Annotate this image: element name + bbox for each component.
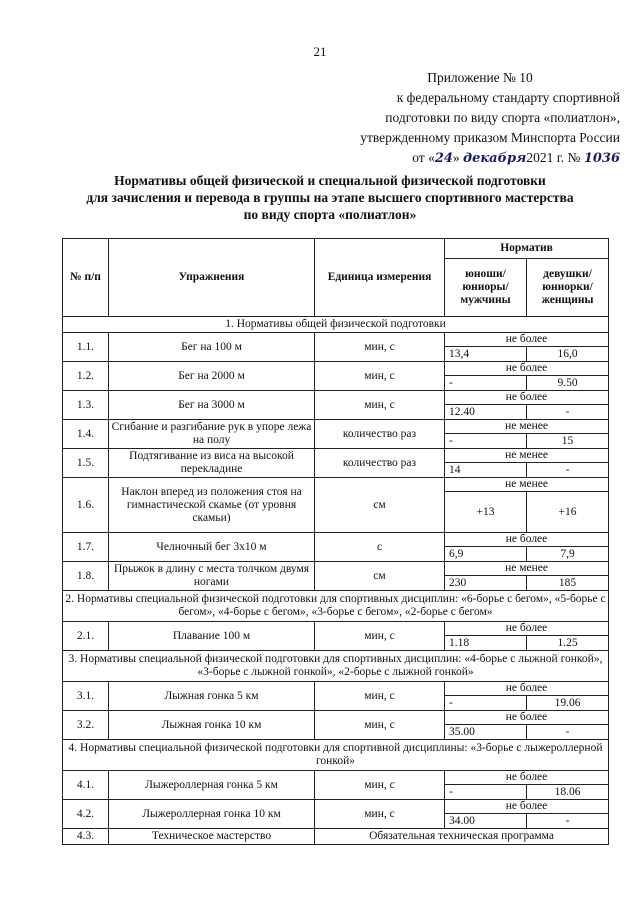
row-value-female: 16,0 (527, 347, 609, 362)
order-number: 1036 (583, 151, 620, 166)
row-unit: см (315, 478, 445, 533)
row-exercise: Наклон вперед из положения стоя на гимнастической скамье (от уровня скамьи) (109, 478, 315, 533)
row-value-male: 14 (445, 463, 527, 478)
row-exercise: Прыжок в длину с места толчком двумя ногами (109, 562, 315, 591)
table-row (63, 533, 609, 547)
row-qualifier: не менее (445, 562, 609, 576)
row-value-male: 35.00 (445, 725, 527, 740)
row-exercise: Лыжероллерная гонка 5 км (109, 771, 315, 800)
row-number: 1.5. (63, 449, 109, 478)
section-title: 4. Нормативы специальной физической подготовки для спортивной дисциплины: «3-борье с лыжероллерной гонкой» (63, 740, 609, 771)
row-unit: количество раз (315, 420, 445, 449)
row-exercise: Челночный бег 3х10 м (109, 533, 315, 562)
row-value-female: - (527, 405, 609, 420)
table-body (63, 317, 609, 845)
row-qualifier: не более (445, 711, 609, 725)
row-qualifier: не более (445, 391, 609, 405)
row-value-male: 1.18 (445, 636, 527, 651)
table-row (63, 391, 609, 405)
row-unit: мин, с (315, 711, 445, 740)
appendix-line: утвержденному приказом Минспорта России (360, 130, 620, 145)
document-title (30, 172, 630, 223)
row-value-female: 185 (527, 576, 609, 591)
date-day: 24 (434, 151, 453, 166)
row-exercise: Плавание 100 м (109, 622, 315, 651)
section-title: 1. Нормативы общей физической подготовки (63, 317, 609, 333)
row-value-female: - (527, 814, 609, 829)
row-value-female: - (527, 725, 609, 740)
row-qualifier: не более (445, 800, 609, 814)
header-male: юноши/ юниоры/ мужчины (445, 259, 527, 317)
row-number: 1.6. (63, 478, 109, 533)
title-line: для зачисления и перевода в группы на этапе высшего спортивного мастерства (86, 190, 574, 205)
row-unit: мин, с (315, 771, 445, 800)
row-exercise: Лыжная гонка 10 км (109, 711, 315, 740)
section-row (63, 317, 609, 333)
row-exercise: Бег на 2000 м (109, 362, 315, 391)
norms-table (62, 238, 609, 845)
table-row (63, 478, 609, 492)
header-norm: Норматив (445, 239, 609, 259)
row-value-male: 6,9 (445, 547, 527, 562)
table-row (63, 622, 609, 636)
row-value-female: 18.06 (527, 785, 609, 800)
row-value-female: - (527, 463, 609, 478)
header-female: девушки/ юниорки/ женщины (527, 259, 609, 317)
row-qualifier: не более (445, 333, 609, 347)
row-exercise: Бег на 3000 м (109, 391, 315, 420)
row-unit: мин, с (315, 622, 445, 651)
row-number: 1.4. (63, 420, 109, 449)
row-number: 3.2. (63, 711, 109, 740)
date-month: декабря (463, 151, 527, 166)
table-row (63, 420, 609, 434)
section-row (63, 591, 609, 622)
row-number: 1.8. (63, 562, 109, 591)
row-unit: с (315, 533, 445, 562)
row-unit: мин, с (315, 362, 445, 391)
row-exercise: Подтягивание из виса на высокой перекладине (109, 449, 315, 478)
date-mid: » (452, 150, 460, 165)
row-merged-value: Обязательная техническая программа (315, 829, 609, 845)
section-title: 3. Нормативы специальной физической подготовки для спортивных дисциплин: «4-борье с лыжной гонкой», «3-борье с лыжной гонкой», «2-борье с лыжной гонкой» (63, 651, 609, 682)
row-value-male: +13 (445, 492, 527, 533)
row-value-female: 9.50 (527, 376, 609, 391)
appendix-line: к федеральному стандарту спортивной (396, 90, 620, 105)
header-num: № п/п (63, 239, 109, 317)
table-row (63, 333, 609, 347)
row-qualifier: не более (445, 622, 609, 636)
section-row (63, 651, 609, 682)
row-value-male: - (445, 434, 527, 449)
row-number: 1.2. (63, 362, 109, 391)
row-value-male: 230 (445, 576, 527, 591)
table-row (63, 449, 609, 463)
row-value-male: 12.40 (445, 405, 527, 420)
row-qualifier: не более (445, 533, 609, 547)
row-unit: мин, с (315, 333, 445, 362)
row-value-female: +16 (527, 492, 609, 533)
row-value-female: 15 (527, 434, 609, 449)
row-value-female: 1.25 (527, 636, 609, 651)
row-number: 2.1. (63, 622, 109, 651)
row-qualifier: не менее (445, 449, 609, 463)
title-line: Нормативы общей физической и специальной физической подготовки (114, 173, 546, 188)
appendix-line: подготовки по виду спорта «полиатлон», (385, 110, 620, 125)
row-exercise: Лыжная гонка 5 км (109, 682, 315, 711)
row-qualifier: не менее (445, 478, 609, 492)
section-title: 2. Нормативы специальной физической подготовки для спортивных дисциплин: «6-борье с бегом», «5-борье с бегом», «4-борье с бегом», «3-борье с бегом», «2-борье с бегом» (63, 591, 609, 622)
row-value-male: - (445, 785, 527, 800)
table-row (63, 800, 609, 814)
row-number: 4.3. (63, 829, 109, 845)
section-row (63, 740, 609, 771)
row-exercise: Бег на 100 м (109, 333, 315, 362)
page-number: 21 (313, 44, 327, 59)
table-row (63, 682, 609, 696)
row-value-male: - (445, 376, 527, 391)
row-exercise: Техническое мастерство (109, 829, 315, 845)
table-row (63, 771, 609, 785)
appendix-header (300, 68, 620, 169)
row-value-male: 13,4 (445, 347, 527, 362)
row-unit: см (315, 562, 445, 591)
row-qualifier: не более (445, 771, 609, 785)
row-unit: количество раз (315, 449, 445, 478)
row-value-female: 7,9 (527, 547, 609, 562)
row-exercise: Сгибание и разгибание рук в упоре лежа на полу (109, 420, 315, 449)
row-exercise: Лыжероллерная гонка 10 км (109, 800, 315, 829)
appendix-date-line (300, 148, 620, 169)
table-row (63, 711, 609, 725)
date-prefix: от « (412, 150, 435, 165)
title-line: по виду спорта «полиатлон» (243, 207, 417, 222)
row-number: 4.2. (63, 800, 109, 829)
table-row (63, 829, 609, 845)
row-qualifier: не более (445, 682, 609, 696)
table-row (63, 362, 609, 376)
row-value-male: 34.00 (445, 814, 527, 829)
date-suffix: 2021 г. № (526, 150, 581, 165)
appendix-title: Приложение № 10 (427, 70, 533, 85)
row-number: 1.7. (63, 533, 109, 562)
header-exercise: Упражнения (109, 239, 315, 317)
row-number: 1.1. (63, 333, 109, 362)
row-unit: мин, с (315, 682, 445, 711)
row-unit: мин, с (315, 800, 445, 829)
row-number: 1.3. (63, 391, 109, 420)
row-value-female: 19.06 (527, 696, 609, 711)
table-row (63, 562, 609, 576)
row-qualifier: не менее (445, 420, 609, 434)
row-number: 3.1. (63, 682, 109, 711)
row-number: 4.1. (63, 771, 109, 800)
row-unit: мин, с (315, 391, 445, 420)
row-value-male: - (445, 696, 527, 711)
header-unit: Единица измерения (315, 239, 445, 317)
row-qualifier: не более (445, 362, 609, 376)
